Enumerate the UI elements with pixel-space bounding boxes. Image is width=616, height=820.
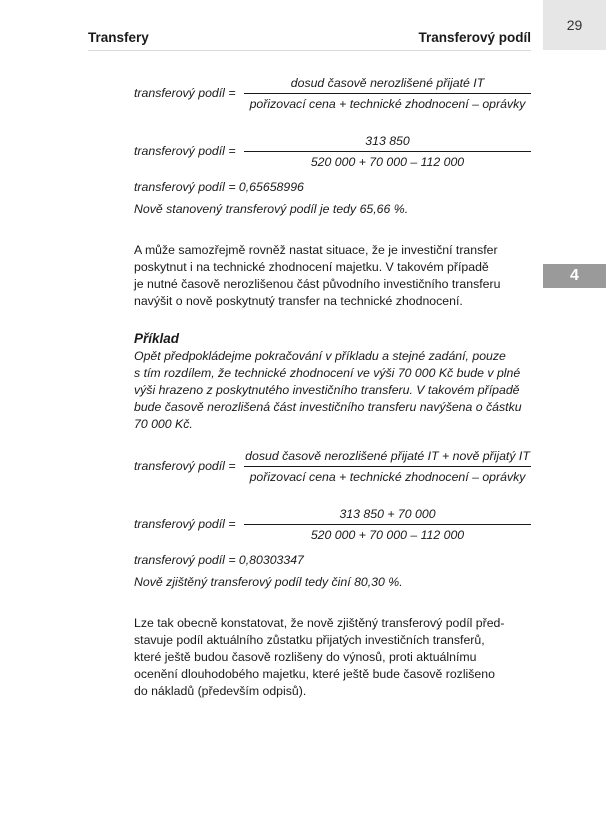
example-line: bude časově nerozlišená část investičního transferu navýšena o částku (134, 400, 522, 414)
paragraph-1 (134, 242, 531, 310)
paragraph-line: ocenění dlouhodobého majetku, které ještě bude časově rozlišeno (134, 667, 495, 681)
fraction (244, 134, 531, 169)
example-heading: Příklad (134, 331, 180, 346)
denominator: 520 000 + 70 000 – 112 000 (310, 154, 465, 169)
chapter-tab: 4 (543, 264, 606, 288)
paragraph-line: do nákladů (především odpisů). (134, 684, 307, 698)
fraction (244, 449, 531, 484)
formula-2 (134, 130, 531, 172)
conclusion-2: Nově zjištěný transferový podíl tedy činí 80,30 %. (134, 575, 403, 589)
numerator: 313 850 (365, 133, 410, 148)
conclusion-1: Nově stanovený transferový podíl je tedy 65,66 %. (134, 202, 409, 216)
header-divider (88, 50, 531, 51)
page-number: 29 (543, 0, 606, 50)
numerator: 313 850 + 70 000 (339, 506, 436, 521)
header-chapter-title: Transferový podíl (418, 30, 531, 45)
paragraph-line: stavuje podíl aktuálního zůstatku přijatých investičních transferů, (134, 633, 485, 647)
fraction (244, 507, 531, 542)
denominator: pořizovací cena + technické zhodnocení – oprávky (249, 469, 526, 484)
result-1: transferový podíl = 0,65658996 (134, 180, 304, 194)
example-text (134, 348, 531, 433)
header-section-title: Transfery (88, 30, 149, 45)
running-header (88, 30, 531, 50)
example-line: 70 000 Kč. (134, 417, 193, 431)
result-2: transferový podíl = 0,80303347 (134, 553, 304, 567)
example-line: Opět předpokládejme pokračování v příkladu a stejné zadání, pouze (134, 349, 506, 363)
formula-lhs: transferový podíl = (134, 144, 236, 158)
numerator: dosud časově nerozlišené přijaté IT (290, 75, 485, 90)
example-line: výši hrazeno z poskytnutého investičního transferu. V takovém případě (134, 383, 520, 397)
page-content (134, 72, 531, 700)
paragraph-line: A může samozřejmě rovněž nastat situace, že je investiční transfer (134, 243, 498, 257)
denominator: 520 000 + 70 000 – 112 000 (310, 527, 465, 542)
formula-4 (134, 503, 531, 545)
fraction (244, 76, 531, 111)
example-line: s tím rozdílem, že technické zhodnocení ve výši 70 000 Kč bude v plné (134, 366, 521, 380)
formula-lhs: transferový podíl = (134, 86, 236, 100)
paragraph-line: Lze tak obecně konstatovat, že nově zjištěný transferový podíl před- (134, 616, 505, 630)
numerator: dosud časově nerozlišené přijaté IT + nově přijatý IT (245, 448, 530, 463)
formula-3 (134, 445, 531, 487)
formula-lhs: transferový podíl = (134, 459, 236, 473)
formula-lhs: transferový podíl = (134, 517, 236, 531)
paragraph-line: které ještě budou časově rozlišeny do výnosů, proti aktuálnímu (134, 650, 477, 664)
paragraph-line: je nutné časově nerozlišenou část původního investičního transferu (134, 277, 501, 291)
formula-1 (134, 72, 531, 114)
paragraph-line: navýšit o nově poskytnutý transfer na technické zhodnocení. (134, 294, 463, 308)
paragraph-line: poskytnut i na technické zhodnocení majetku. V takovém případě (134, 260, 489, 274)
paragraph-2 (134, 615, 531, 700)
denominator: pořizovací cena + technické zhodnocení – oprávky (249, 96, 526, 111)
